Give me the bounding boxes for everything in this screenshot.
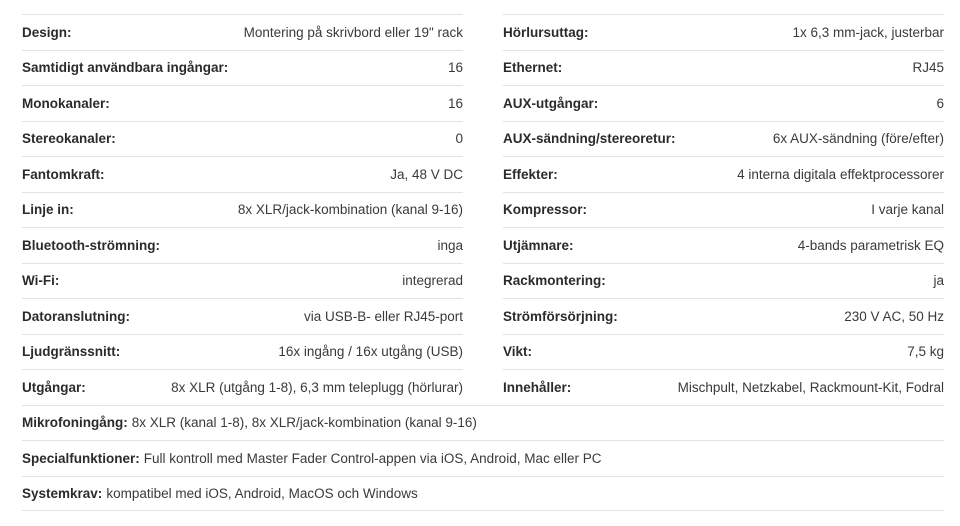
- spec-row-line-in: [22, 192, 463, 228]
- spec-value: 8x XLR (utgång 1-8), 6,3 mm teleplugg (hörlurar): [171, 379, 463, 395]
- spec-value: 16: [447, 60, 463, 76]
- spec-value: I varje kanal: [871, 202, 944, 218]
- spec-value: 16: [447, 95, 463, 111]
- spec-value: 4-bands parametrisk EQ: [797, 237, 944, 253]
- spec-value: Montering på skrivbord eller 19" rack: [243, 24, 463, 40]
- spec-row-compressor: [503, 192, 944, 228]
- spec-value: 230 V AC, 50 Hz: [844, 308, 944, 324]
- spec-value: 8x XLR (kanal 1-8), 8x XLR/jack-kombination (kanal 9-16): [131, 415, 477, 431]
- spec-label: Ljudgränssnitt:: [22, 344, 121, 360]
- spec-label: Effekter:: [503, 166, 558, 182]
- spec-value: via USB-B- eller RJ45-port: [303, 308, 463, 324]
- spec-row-wifi: [22, 263, 463, 299]
- spec-label: Bluetooth-strömning:: [22, 237, 160, 253]
- spec-grid: [22, 14, 944, 405]
- spec-row-stereo-channels: [22, 121, 463, 157]
- spec-value: 7,5 kg: [907, 344, 944, 360]
- spec-label: AUX-sändning/stereoretur:: [503, 131, 676, 147]
- spec-row-power-supply: [503, 298, 944, 334]
- spec-row-mono-channels: [22, 85, 463, 121]
- spec-label: Samtidigt användbara ingångar:: [22, 60, 229, 76]
- spec-value: 4 interna digitala effektprocessorer: [737, 166, 944, 182]
- spec-row-simultaneous-inputs: [22, 50, 463, 86]
- spec-value: kompatibel med iOS, Android, MacOS och Windows: [106, 485, 418, 501]
- spec-value: 8x XLR/jack-kombination (kanal 9-16): [237, 202, 463, 218]
- spec-label: Kompressor:: [503, 202, 588, 218]
- spec-label: Mikrofoningång:: [22, 415, 128, 431]
- spec-value: 16x ingång / 16x utgång (USB): [278, 344, 463, 360]
- spec-value: 1x 6,3 mm-jack, justerbar: [792, 24, 944, 40]
- spec-label: Monokanaler:: [22, 95, 110, 111]
- spec-label: Design:: [22, 24, 72, 40]
- spec-label: Vikt:: [503, 344, 533, 360]
- spec-row-outputs: [22, 369, 463, 405]
- spec-row-design: [22, 14, 463, 50]
- spec-label: Utjämnare:: [503, 237, 574, 253]
- spec-label: Ethernet:: [503, 60, 563, 76]
- spec-value: integrerad: [402, 273, 463, 289]
- spec-row-system-requirements: [22, 476, 944, 512]
- spec-label: Datoranslutning:: [22, 308, 130, 324]
- spec-label: Utgångar:: [22, 379, 86, 395]
- spec-row-computer-connection: [22, 298, 463, 334]
- spec-row-bluetooth: [22, 227, 463, 263]
- spec-row-audio-interface: [22, 334, 463, 370]
- spec-label: Wi-Fi:: [22, 273, 60, 289]
- spec-column-right: [503, 14, 944, 405]
- spec-row-headphone-jack: [503, 14, 944, 50]
- spec-row-phantom-power: [22, 156, 463, 192]
- spec-label: Stereokanaler:: [22, 131, 116, 147]
- spec-column-left: [22, 14, 463, 405]
- spec-label: Systemkrav:: [22, 485, 103, 501]
- spec-row-special-features: [22, 440, 944, 476]
- spec-row-mic-input: [22, 405, 944, 441]
- spec-row-ethernet: [503, 50, 944, 86]
- spec-value: Full kontroll med Master Fader Control-appen via iOS, Android, Mac eller PC: [143, 450, 602, 466]
- spec-row-rack-mount: [503, 263, 944, 299]
- spec-value: 0: [455, 131, 463, 147]
- spec-value: ja: [933, 273, 944, 289]
- spec-label: Rackmontering:: [503, 273, 606, 289]
- spec-row-aux-outputs: [503, 85, 944, 121]
- spec-value: Mischpult, Netzkabel, Rackmount-Kit, Fodral: [677, 379, 944, 395]
- spec-label: Linje in:: [22, 202, 74, 218]
- spec-label: Strömförsörjning:: [503, 308, 618, 324]
- spec-value: RJ45: [912, 60, 944, 76]
- spec-value: 6x AUX-sändning (före/efter): [772, 131, 944, 147]
- spec-row-effects: [503, 156, 944, 192]
- spec-label: AUX-utgångar:: [503, 95, 599, 111]
- spec-label: Innehåller:: [503, 379, 572, 395]
- spec-label: Specialfunktioner:: [22, 450, 140, 466]
- spec-row-equalizer: [503, 227, 944, 263]
- spec-row-weight: [503, 334, 944, 370]
- spec-label: Fantomkraft:: [22, 166, 105, 182]
- spec-value: Ja, 48 V DC: [390, 166, 463, 182]
- spec-full-width-rows: [22, 405, 944, 512]
- spec-row-aux-send: [503, 121, 944, 157]
- spec-label: Hörlursuttag:: [503, 24, 589, 40]
- spec-value: 6: [936, 95, 944, 111]
- spec-value: inga: [437, 237, 463, 253]
- spec-table: [22, 14, 944, 511]
- spec-row-contents: [503, 369, 944, 405]
